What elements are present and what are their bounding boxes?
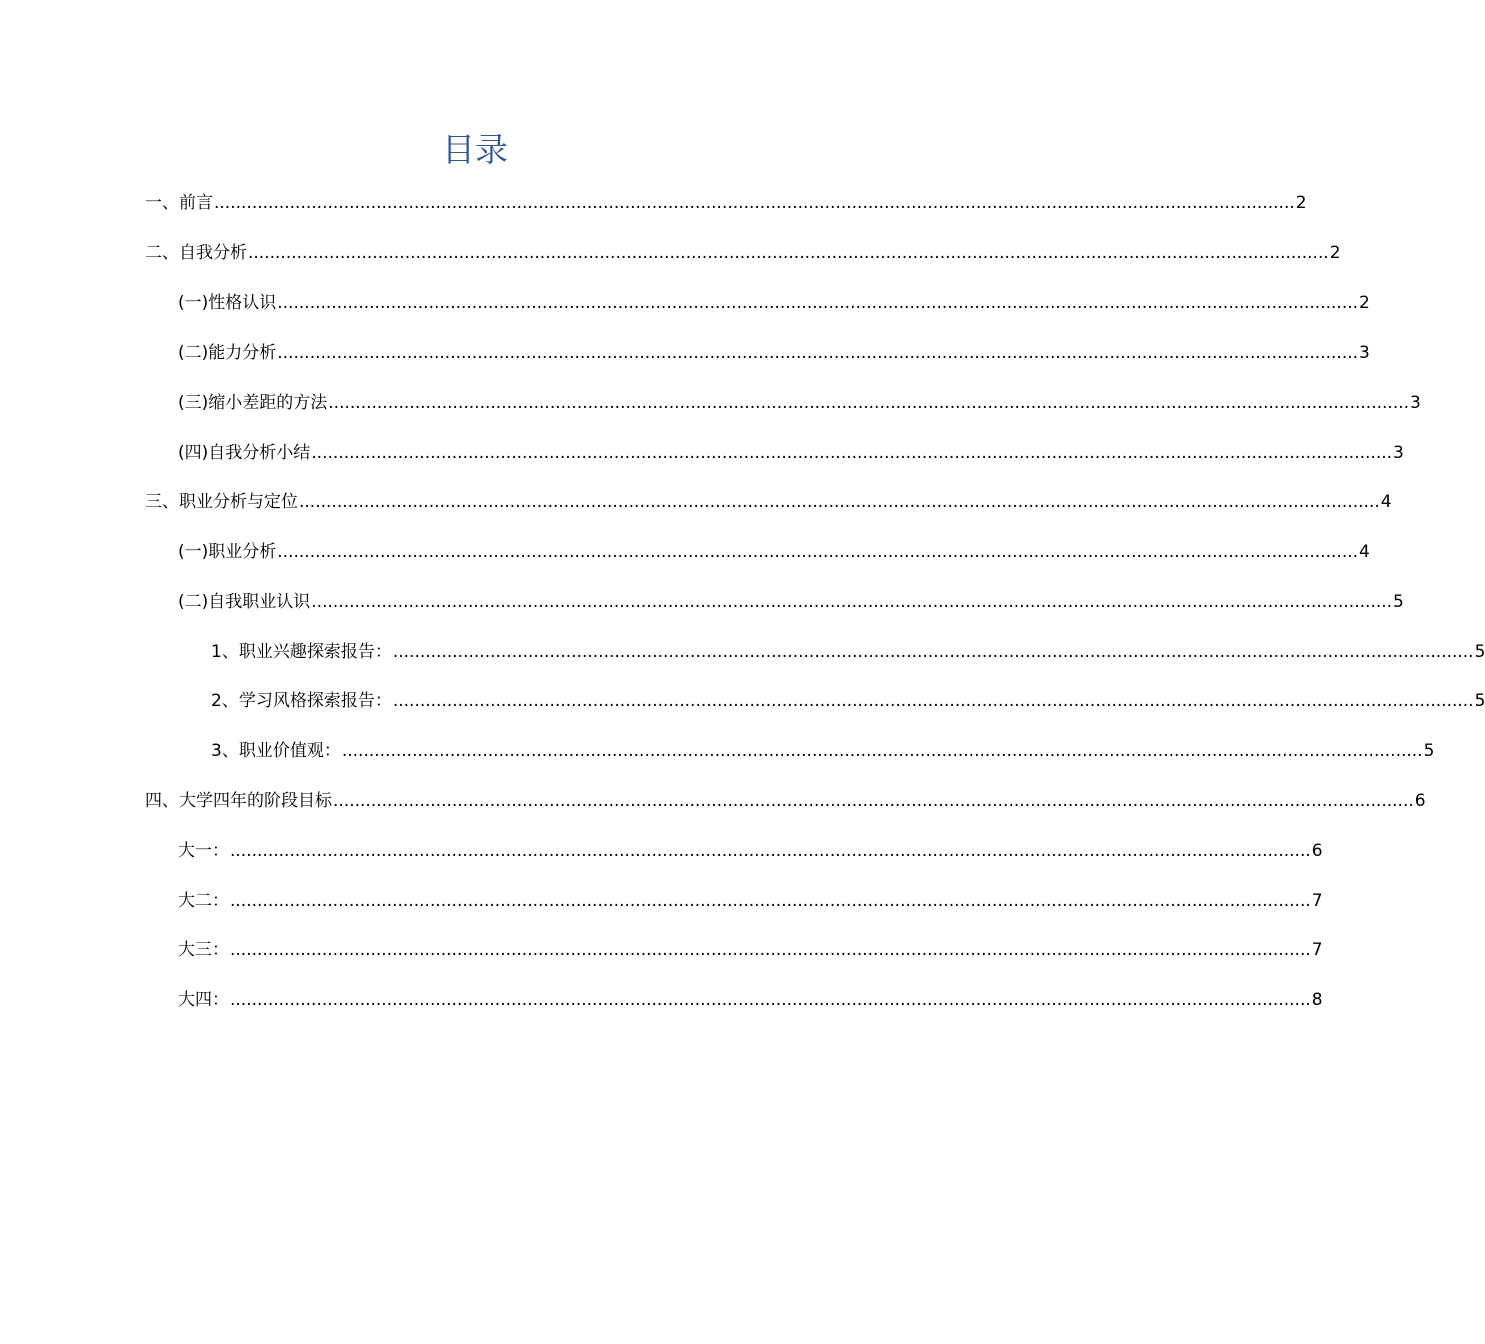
toc-leader: ........................................................................................................................................................................................................: [311, 592, 1393, 612]
toc-page-number: 5: [1474, 642, 1485, 662]
toc-page-number: 3: [1393, 443, 1404, 463]
toc-entry-learning-report[interactable]: [211, 689, 1485, 713]
toc-page-number: 2: [1295, 193, 1307, 213]
toc-entry-label: (一)性格认识: [178, 293, 277, 313]
toc-leader: ........................................................................................................................................................................................................: [277, 343, 1359, 363]
toc-entry-year-1[interactable]: [178, 839, 1323, 863]
toc-entry-values[interactable]: [211, 739, 1435, 763]
toc-entry-interest-report[interactable]: [211, 640, 1485, 664]
toc-page-number: 4: [1380, 492, 1392, 512]
toc-page-number: 7: [1311, 891, 1323, 911]
toc-page-number: 5: [1474, 691, 1485, 711]
toc-page-number: 5: [1423, 741, 1435, 761]
toc-entry-label: (三)缩小差距的方法: [178, 393, 328, 413]
toc-entry-self-summary[interactable]: [178, 441, 1404, 465]
toc-entry-year-3[interactable]: [178, 938, 1323, 962]
toc-leader: ........................................................................................................................................................................................................: [230, 940, 1311, 960]
toc-entry-label: (四)自我分析小结: [178, 443, 311, 463]
toc-entry-label: 一、前言: [145, 193, 213, 213]
toc-entry-label: (一)职业分析: [178, 542, 277, 562]
toc-entry-year-4[interactable]: [178, 988, 1323, 1012]
toc-entry-year-2[interactable]: [178, 889, 1323, 913]
toc-entry-label: 大三：: [178, 940, 229, 960]
toc-entry-label: 大一：: [178, 841, 229, 861]
toc-leader: ........................................................................................................................................................................................................: [333, 791, 1414, 811]
toc-entry-label: 四、大学四年的阶段目标: [145, 791, 332, 811]
toc-title: 目录: [442, 130, 508, 169]
toc-entry-ability[interactable]: [178, 341, 1370, 365]
toc-page-number: 3: [1359, 343, 1370, 363]
toc-entry-label: 3、职业价值观：: [211, 741, 341, 761]
toc-leader: ........................................................................................................................................................................................................: [311, 443, 1393, 463]
toc-leader: ........................................................................................................................................................................................................: [230, 891, 1311, 911]
toc-page-number: 3: [1410, 393, 1421, 413]
toc-page-number: 8: [1311, 990, 1323, 1010]
toc-entry-self-analysis[interactable]: [145, 241, 1341, 265]
toc-leader: ........................................................................................................................................................................................................: [277, 542, 1359, 562]
toc-leader: ........................................................................................................................................................................................................: [277, 293, 1359, 313]
toc-entry-self-career[interactable]: [178, 590, 1404, 614]
toc-entry-occupation[interactable]: [178, 540, 1370, 564]
toc-leader: ........................................................................................................................................................................................................: [230, 841, 1311, 861]
toc-entry-label: 2、学习风格探索报告：: [211, 691, 392, 711]
toc-page-number: 2: [1329, 243, 1341, 263]
toc-page-number: 2: [1359, 293, 1370, 313]
toc-entry-career-analysis[interactable]: [145, 490, 1392, 514]
toc-entry-label: 大二：: [178, 891, 229, 911]
toc-entry-label: (二)能力分析: [178, 343, 277, 363]
toc-page-number: 4: [1359, 542, 1370, 562]
toc-leader: ........................................................................................................................................................................................................: [299, 492, 1380, 512]
toc-entry-label: 大四：: [178, 990, 229, 1010]
toc-page-number: 5: [1393, 592, 1404, 612]
toc-leader: ........................................................................................................................................................................................................: [341, 741, 1423, 761]
toc-leader: ........................................................................................................................................................................................................: [392, 691, 1474, 711]
toc-entry-goals[interactable]: [145, 789, 1426, 813]
toc-leader: ........................................................................................................................................................................................................: [214, 193, 1295, 213]
toc-leader: ........................................................................................................................................................................................................: [248, 243, 1329, 263]
toc-leader: ........................................................................................................................................................................................................: [328, 393, 1410, 413]
toc-page-number: 7: [1311, 940, 1323, 960]
toc-entry-personality[interactable]: [178, 291, 1370, 315]
toc-leader: ........................................................................................................................................................................................................: [392, 642, 1474, 662]
toc-entry-preface[interactable]: [145, 191, 1307, 215]
toc-leader: ........................................................................................................................................................................................................: [230, 990, 1311, 1010]
toc-entry-label: 三、职业分析与定位: [145, 492, 298, 512]
toc-entry-label: (二)自我职业认识: [178, 592, 311, 612]
toc-entry-label: 1、职业兴趣探索报告：: [211, 642, 392, 662]
toc-entry-label: 二、自我分析: [145, 243, 247, 263]
toc-entry-gap-methods[interactable]: [178, 391, 1421, 415]
toc-page-number: 6: [1414, 791, 1426, 811]
toc-page-number: 6: [1311, 841, 1323, 861]
